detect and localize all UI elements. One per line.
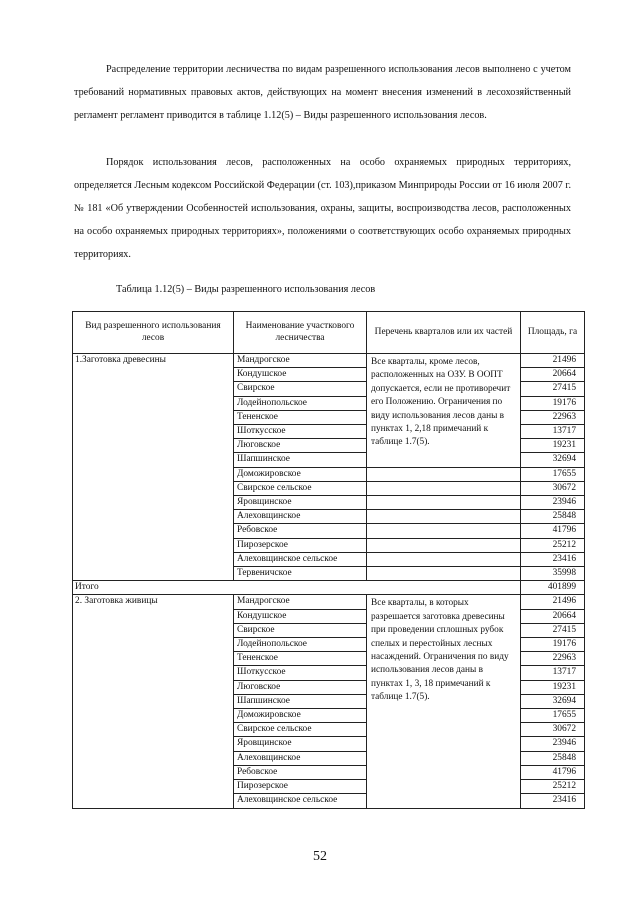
- area-cell: 41796: [521, 765, 585, 779]
- paragraph-procedure: Порядок использования лесов, расположенных на особо охраняемых природных территориях, определяется Лесным кодексом Российской Федерации (ст. 103),приказом Минприроды России от 16 июля 2007 г. № 181 «Об утверждении Особенностей использования, охраны, защиты, воспроизводства лесов, расположенных на особо охраняемых природных территориях», положениями о соответствующих особо охраняемых природных территориях.: [74, 157, 571, 261]
- category-cell: 1.Заготовка древесины: [73, 354, 234, 581]
- forestry-name-cell: Лодейнопольское: [234, 396, 367, 410]
- forestry-name-cell: Пирозерское: [234, 780, 367, 794]
- total-area: 401899: [521, 581, 585, 595]
- empty-cell: [367, 496, 521, 510]
- header-quarters: Перечень кварталов или их частей: [367, 312, 521, 354]
- area-cell: 27415: [521, 382, 585, 396]
- area-cell: 25848: [521, 510, 585, 524]
- table-row: [73, 595, 585, 609]
- quarters-note-cell: Все кварталы, в которых разрешается заготовка древесины при проведении сплошных рубок спелых и перестойных лесных насаждений. Ограничения по виду использования лесов даны в пунктах 1, 3, 18 примечаний к таблице 1.7(5).: [367, 595, 521, 808]
- area-cell: 17655: [521, 709, 585, 723]
- table-header-row: [73, 312, 585, 354]
- area-cell: 30672: [521, 723, 585, 737]
- forestry-name-cell: Тервеничское: [234, 567, 367, 581]
- area-cell: 32694: [521, 453, 585, 467]
- area-cell: 22963: [521, 652, 585, 666]
- empty-cell: [367, 467, 521, 481]
- table-body: [73, 354, 585, 809]
- forestry-name-cell: Доможировское: [234, 709, 367, 723]
- area-cell: 21496: [521, 354, 585, 368]
- area-cell: 30672: [521, 481, 585, 495]
- forestry-name-cell: Шоткусское: [234, 425, 367, 439]
- page-number: 52: [313, 849, 327, 864]
- area-cell: 25848: [521, 751, 585, 765]
- forestry-name-cell: Свирское: [234, 623, 367, 637]
- category-cell: 2. Заготовка живицы: [73, 595, 234, 808]
- area-cell: 20664: [521, 609, 585, 623]
- area-cell: 32694: [521, 694, 585, 708]
- total-label: Итого: [73, 581, 521, 595]
- forestry-name-cell: Алеховщинское: [234, 751, 367, 765]
- forestry-name-cell: Мандрогское: [234, 595, 367, 609]
- forestry-name-cell: Доможировское: [234, 467, 367, 481]
- forestry-name-cell: Кондушское: [234, 609, 367, 623]
- forestry-name-cell: Мандрогское: [234, 354, 367, 368]
- forestry-name-cell: Алеховщинское: [234, 510, 367, 524]
- forestry-name-cell: Свирское сельское: [234, 481, 367, 495]
- forestry-name-cell: Ребовское: [234, 765, 367, 779]
- empty-cell: [367, 567, 521, 581]
- quarters-note-cell: Все кварталы, кроме лесов, расположенных на ОЗУ. В ООПТ допускается, если не противоречит его Положению. Ограничения по виду использования лесов даны в пунктах 1, 2,18 примечаний к таблице 1.7(5).: [367, 354, 521, 468]
- area-cell: 19176: [521, 638, 585, 652]
- area-cell: 19231: [521, 680, 585, 694]
- forestry-name-cell: Тененское: [234, 410, 367, 424]
- area-cell: 23946: [521, 737, 585, 751]
- area-cell: 25212: [521, 538, 585, 552]
- area-cell: 20664: [521, 368, 585, 382]
- forestry-name-cell: Свирское сельское: [234, 723, 367, 737]
- forestry-name-cell: Люговское: [234, 680, 367, 694]
- area-cell: 13717: [521, 666, 585, 680]
- forestry-name-cell: Алеховщинское сельское: [234, 552, 367, 566]
- header-area: Площадь, га: [521, 312, 585, 354]
- empty-cell: [367, 538, 521, 552]
- forestry-name-cell: Люговское: [234, 439, 367, 453]
- paragraph-distribution: Распределение территории лесничества по видам разрешенного использования лесов выполнено с учетом требований нормативных правовых актов, действующих на момент внесения изменений в лесохозяйственный регламент регламент приводится в таблице 1.12(5) – Виды разрешенного использования лесов.: [74, 64, 571, 122]
- area-cell: 19231: [521, 439, 585, 453]
- area-cell: 23416: [521, 794, 585, 808]
- forestry-name-cell: Яровщинское: [234, 737, 367, 751]
- total-row: [73, 581, 585, 595]
- forestry-name-cell: Тененское: [234, 652, 367, 666]
- area-cell: 21496: [521, 595, 585, 609]
- forestry-name-cell: Яровщинское: [234, 496, 367, 510]
- forestry-name-cell: Шапшинское: [234, 453, 367, 467]
- forestry-name-cell: Кондушское: [234, 368, 367, 382]
- table-row: [73, 354, 585, 368]
- forestry-name-cell: Лодейнопольское: [234, 638, 367, 652]
- forestry-name-cell: Алеховщинское сельское: [234, 794, 367, 808]
- header-use-type: Вид разрешенного использования лесов: [73, 312, 234, 354]
- area-cell: 19176: [521, 396, 585, 410]
- forestry-name-cell: Ребовское: [234, 524, 367, 538]
- area-cell: 41796: [521, 524, 585, 538]
- table-caption: Таблица 1.12(5) – Виды разрешенного использования лесов: [116, 284, 376, 295]
- area-cell: 22963: [521, 410, 585, 424]
- header-forestry-name: Наименование участкового лесничества: [234, 312, 367, 354]
- area-cell: 23946: [521, 496, 585, 510]
- forest-use-table: [72, 311, 585, 809]
- area-cell: 35998: [521, 567, 585, 581]
- area-cell: 27415: [521, 623, 585, 637]
- forestry-name-cell: Шапшинское: [234, 694, 367, 708]
- forestry-name-cell: Свирское: [234, 382, 367, 396]
- area-cell: 17655: [521, 467, 585, 481]
- empty-cell: [367, 524, 521, 538]
- area-cell: 23416: [521, 552, 585, 566]
- area-cell: 25212: [521, 780, 585, 794]
- empty-cell: [367, 510, 521, 524]
- empty-cell: [367, 552, 521, 566]
- area-cell: 13717: [521, 425, 585, 439]
- forestry-name-cell: Шоткусское: [234, 666, 367, 680]
- empty-cell: [367, 481, 521, 495]
- forestry-name-cell: Пирозерское: [234, 538, 367, 552]
